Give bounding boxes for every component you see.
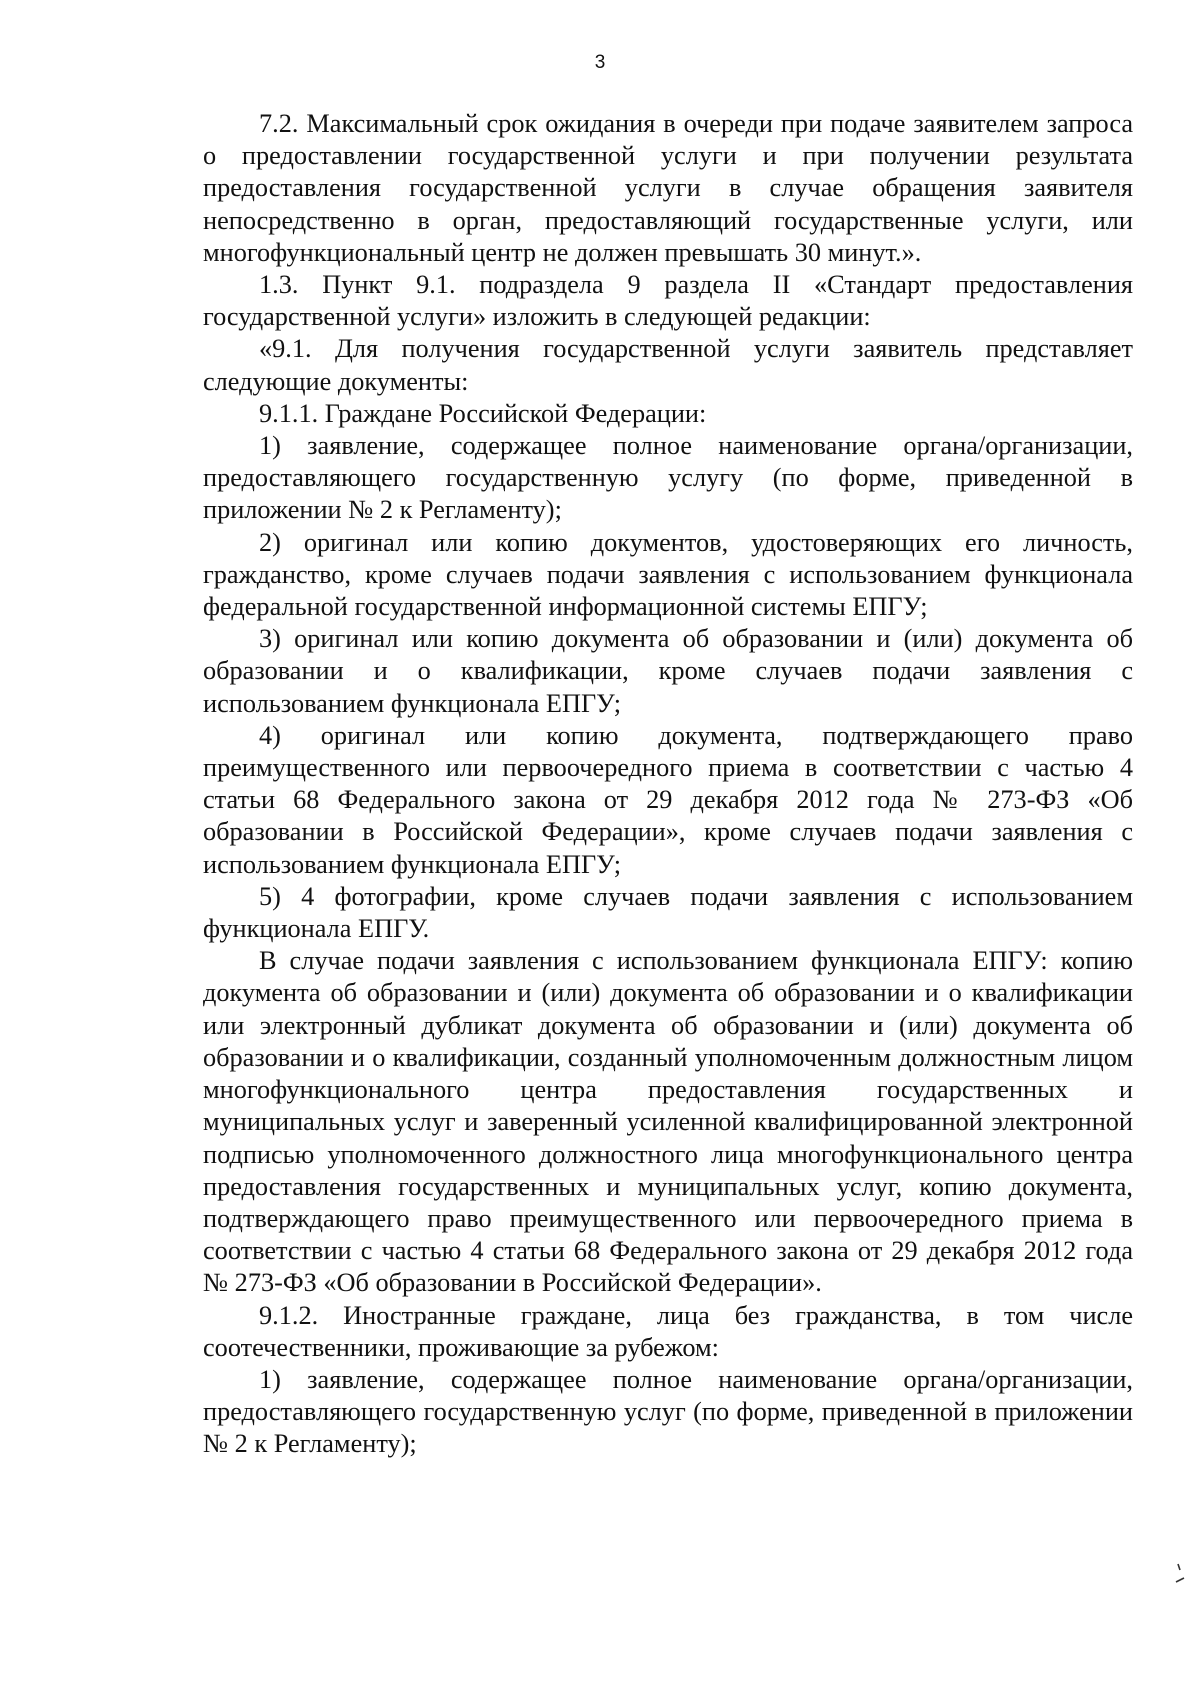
scan-margin-mark bbox=[1172, 1560, 1192, 1590]
paragraph-7-2: 7.2. Максимальный срок ожидания в очереди при подаче заявителем запроса о предоставлении государственной услуги и при получении результата предоставления государственной услуги в случае обращения заявителя непосредственно в орган, предоставляющий государственные услуги, или многофункциональный центр не должен превышать 30 минут.». bbox=[203, 109, 1133, 267]
list-item-4: 4) оригинал или копию документа, подтверждающего право преимущественного или первоочередного приема в соответствии с частью 4 статьи 68 Федерального закона от 29 декабря 2012 года № 273-ФЗ «Об образовании в Российской Федерации», кроме случаев подачи заявления с использованием функционала ЕПГУ; bbox=[203, 720, 1133, 879]
list-item-3: 3) оригинал или копию документа об образовании и (или) документа об образовании и о квалификации, кроме случаев подачи заявления с использованием функционала ЕПГУ; bbox=[203, 624, 1133, 718]
list-item-1-foreign: 1) заявление, содержащее полное наименование органа/организации, предоставляющего государственную услуг (по форме, приведенной в приложении № 2 к Регламенту); bbox=[203, 1364, 1133, 1459]
list-item-2: 2) оригинал или копию документов, удостоверяющих его личность, гражданство, кроме случаев подачи заявления с использованием функционала федеральной государственной информационной системы ЕПГУ; bbox=[203, 527, 1133, 622]
paragraph-9-1: «9.1. Для получения государственной услуги заявитель представляет следующие документы: bbox=[203, 334, 1133, 396]
paragraph-epgu-case: В случае подачи заявления с использованием функционала ЕПГУ: копию документа об образовании и (или) документа об образовании и о квалификации или электронный дубликат документа об образовании и (или) документа об образовании и о квалификации, созданный уполномоченным должностным лицом многофункционального центра предоставления государственных и муниципальных услуг и заверенный усиленной квалифицированной электронной подписью уполномоченного должностного лица многофункционального центра предоставления государственных и муниципальных услуг, копию документа, подтверждающего право преимущественного или первоочередного приема в соответствии с частью 4 статьи 68 Федерального закона от 29 декабря 2012 года № 273-ФЗ «Об образовании в Российской Федерации». bbox=[203, 946, 1133, 1298]
paragraph-1-3: 1.3. Пункт 9.1. подраздела 9 раздела II «Стандарт предоставления государственной услуги» изложить в следующей редакции: bbox=[203, 270, 1133, 332]
paragraph-9-1-2-heading: 9.1.2. Иностранные граждане, лица без гражданства, в том числе соотечественники, проживающие за рубежом: bbox=[203, 1300, 1133, 1362]
list-item-5: 5) 4 фотографии, кроме случаев подачи заявления с использованием функционала ЕПГУ. bbox=[203, 881, 1133, 944]
document-body bbox=[203, 108, 1133, 1461]
paragraph-9-1-1-heading: 9.1.1. Граждане Российской Федерации: bbox=[259, 398, 707, 428]
page-number: 3 bbox=[594, 52, 606, 73]
list-item-1: 1) заявление, содержащее полное наименование органа/организации, предоставляющего государственную услугу (по форме, приведенной в приложении № 2 к Регламенту); bbox=[203, 431, 1133, 525]
